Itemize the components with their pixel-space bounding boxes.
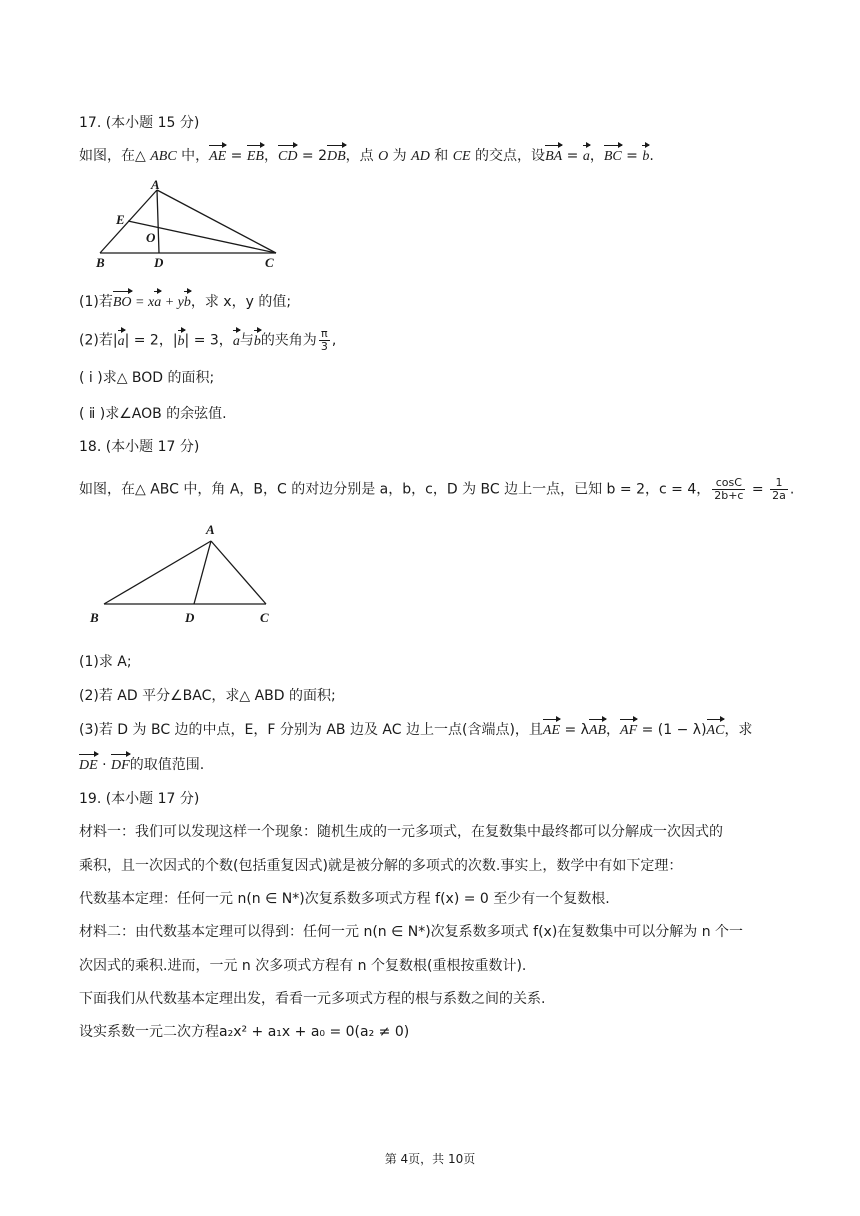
text: | = 3， [184, 332, 233, 349]
q17-statement [79, 146, 654, 167]
text: (3)若 D 为 BC 边的中点，E，F 分别为 AB 边及 AC 边上一点(含端点)，且 [79, 722, 543, 738]
text: = λ [560, 722, 589, 738]
q19-line1: 材料一：我们可以发现这样一个现象：随机生成的一元多项式，在复数集中最终都可以分解成一次因式的 [79, 824, 723, 840]
text: = 2 [297, 148, 327, 164]
q17-sub1: ( ⅰ )求△ BOD 的面积; [79, 370, 215, 386]
text: = [562, 148, 583, 164]
vector-bc: BC [604, 147, 622, 167]
q19-header: 19. (本小题 17 分) [79, 791, 200, 807]
vector-af: AF [620, 721, 637, 741]
denominator: 2a [772, 489, 786, 502]
label-c: C [260, 610, 269, 625]
vector-b: b [184, 293, 191, 313]
text: (1)若 [79, 294, 113, 310]
label-d: D [185, 610, 195, 625]
vector-b: b [178, 332, 185, 352]
vector-ae: AE [543, 721, 560, 741]
label-b: B [90, 610, 99, 625]
text: AD [411, 149, 430, 164]
text: = (1 − λ) [637, 722, 707, 738]
q19-line6: 下面我们从代数基本定理出发，看看一元多项式方程的根与系数之间的关系. [79, 991, 546, 1007]
vector-df: DF [111, 756, 130, 776]
q17-part2 [79, 328, 336, 353]
text: ，求 x，y 的值; [190, 294, 292, 310]
vector-ab: AB [589, 721, 606, 741]
text: = x [131, 295, 155, 310]
q19-line2: 乘积，且一次因式的个数(包括重复因式)就是被分解的多项式的次数.事实上，数学中有如下定理： [79, 858, 683, 874]
vector-db: DB [327, 147, 346, 167]
q18-part1: (1)求 A; [79, 654, 132, 670]
text: 的交点，设 [470, 148, 546, 164]
text: ， [263, 148, 278, 164]
numerator: cosC [712, 477, 745, 490]
q18-header: 18. (本小题 17 分) [79, 439, 200, 455]
text: 如图，在△ [79, 148, 151, 164]
text: 中， [176, 148, 210, 164]
text: 如图，在△ ABC 中，角 A，B，C 的对边分别是 a，b，c，D 为 BC 边上一点，已知 b = 2，c = 4， [79, 481, 711, 498]
vector-ac: AC [707, 721, 725, 741]
vector-a: a [583, 147, 590, 167]
fraction-cosc [712, 477, 745, 502]
text: ，点 [345, 148, 379, 164]
vector-a: a [118, 332, 125, 352]
text: (2)若| [79, 332, 118, 349]
vector-cd: CD [278, 147, 297, 167]
text: = [621, 148, 643, 164]
text: ， [589, 148, 604, 164]
text: ， [606, 722, 621, 738]
text: 为 [388, 148, 412, 164]
numerator: π [319, 328, 330, 341]
text: , [331, 332, 337, 349]
vector-b: b [254, 332, 261, 352]
text: ，求 [724, 722, 753, 738]
text: = [226, 148, 247, 164]
text: | = 2，| [124, 332, 178, 349]
vector-bo: BO [113, 293, 132, 313]
text: + y [161, 295, 184, 310]
vector-a: a [154, 293, 161, 313]
vector-de: DE [79, 756, 98, 776]
vector-eb: EB [247, 147, 264, 167]
q18-part2: (2)若 AD 平分∠BAC，求△ ABD 的面积; [79, 688, 336, 704]
denominator: 2b+c [714, 489, 744, 502]
text: 与 [239, 332, 254, 349]
text: · [97, 757, 112, 773]
text: . [789, 481, 795, 498]
page-footer: 第 4页，共 10页 [384, 1152, 476, 1166]
q19-line4: 材料二：由代数基本定理可以得到：任何一元 n(n ∈ N*)次复系数多项式 f(x)在复数集中可以分解为 n 个一 [79, 924, 744, 940]
q18-part3 [79, 720, 752, 741]
q19-line3: 代数基本定理：任何一元 n(n ∈ N*)次复系数多项式方程 f(x) = 0 至少有一个复数根. [79, 891, 610, 907]
q19-line5: 次因式的乘积.进而，一元 n 次多项式方程有 n 个复数根(重根按重数计). [79, 958, 527, 974]
label-d: D [154, 255, 164, 270]
q19-line7: 设实系数一元二次方程a₂x² + a₁x + a₀ = 0(a₂ ≠ 0) [79, 1024, 410, 1040]
denominator: 3 [320, 340, 328, 353]
q17-sub2: ( ⅱ )求∠AOB 的余弦值. [79, 406, 227, 422]
text: CE [452, 149, 471, 164]
q18-statement [79, 477, 794, 502]
numerator: 1 [770, 477, 788, 490]
vector-ae: AE [209, 147, 226, 167]
text: O [378, 149, 389, 164]
fraction-1-over-2a [770, 477, 788, 502]
label-a: A [151, 177, 160, 192]
label-e: E [116, 212, 125, 227]
text: 的夹角为 [260, 332, 317, 349]
text: 的取值范围. [129, 757, 205, 773]
q18-triangle-figure [84, 518, 284, 630]
vector-b: b [642, 147, 649, 167]
vector-a: a [233, 332, 240, 352]
label-b: B [96, 255, 105, 270]
q18-part3-cont [79, 755, 204, 776]
label-c: C [265, 255, 274, 270]
text: = [747, 481, 769, 498]
fraction-pi-over-3 [319, 328, 330, 353]
text: ABC [150, 149, 177, 164]
q17-part1 [79, 292, 291, 313]
label-a: A [206, 522, 215, 537]
text: . [649, 148, 654, 164]
q17-header: 17. (本小题 15 分) [79, 115, 200, 131]
text: 和 [429, 148, 453, 164]
q17-triangle-figure [88, 176, 288, 272]
label-o: O [146, 230, 156, 245]
vector-ba: BA [545, 147, 562, 167]
